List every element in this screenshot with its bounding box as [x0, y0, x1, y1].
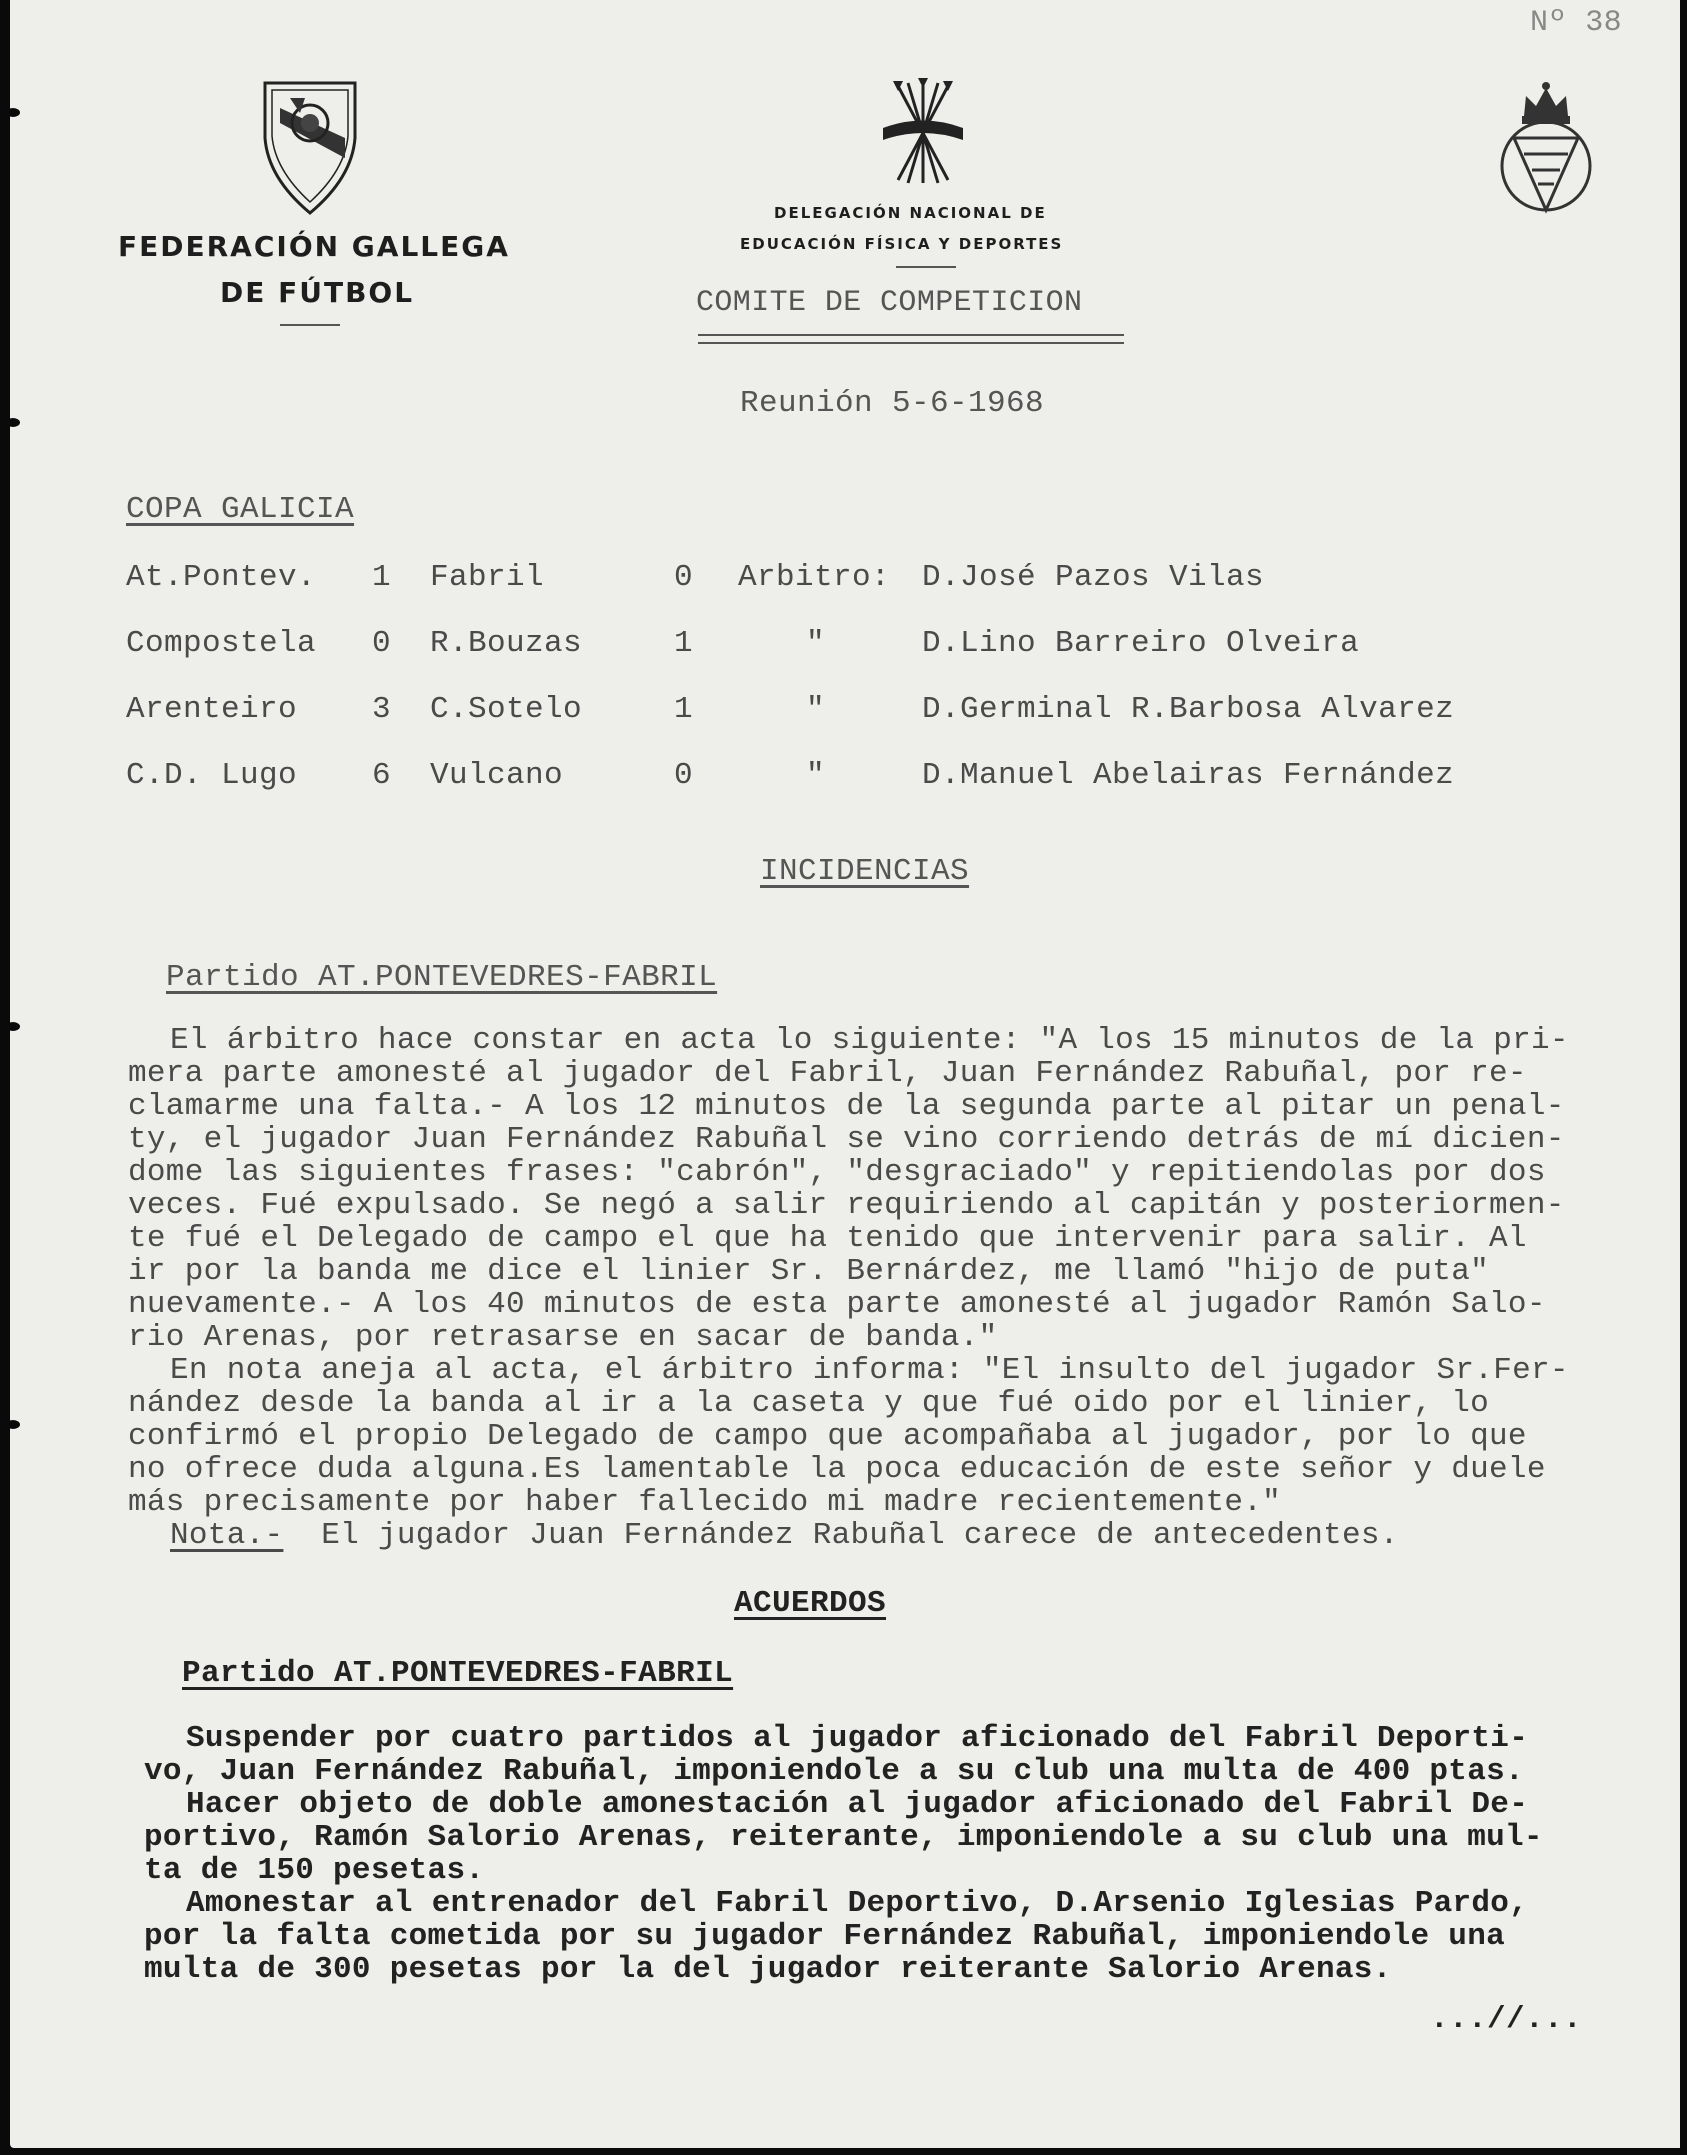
- text-line: ir por la banda me dice el linier Sr. Bernárdez, me llamó "hijo de puta": [128, 1254, 1490, 1289]
- referee-name: D.Germinal R.Barbosa Alvarez: [922, 692, 1455, 727]
- meeting-date: Reunión 5-6-1968: [740, 386, 1045, 421]
- divider: [280, 324, 340, 326]
- competition-title: COPA GALICIA: [126, 492, 355, 527]
- continuation-mark: ...//...: [1430, 2002, 1583, 2037]
- text-line: nuevamente.- A los 40 minutos de esta parte amonesté al jugador Ramón Salo-: [128, 1287, 1546, 1322]
- yoke-arrows-icon: [878, 78, 968, 188]
- text-line: ta de 150 pesetas.: [144, 1853, 485, 1888]
- text-line: mera parte amonesté al jugador del Fabril, Juan Fernández Rabuñal, por re-: [128, 1056, 1527, 1091]
- text-line: te fué el Delegado de campo el que ha tenido que intervenir para salir. Al: [128, 1221, 1527, 1256]
- committee-title: COMITE DE COMPETICION: [696, 286, 1083, 320]
- text-line: Hacer objeto de doble amonestación al jugador aficionado del Fabril De-: [186, 1787, 1529, 1822]
- text-line: no ofrece duda alguna.Es lamentable la poca educación de este señor y duele: [128, 1452, 1546, 1487]
- text-line: por la falta cometida por su jugador Fernández Rabuñal, imponiendole una: [144, 1919, 1506, 1954]
- incidencias-body: [128, 1024, 1569, 1552]
- divider: [896, 266, 956, 268]
- home-team: Compostela: [126, 626, 317, 661]
- away-team: R.Bouzas: [430, 626, 583, 661]
- text-line: nández desde la banda al ir a la caseta y que fué oido por el linier, lo: [128, 1386, 1490, 1421]
- punch-hole: [6, 1022, 20, 1031]
- delegation-line1: DELEGACIÓN NACIONAL DE: [774, 204, 1047, 222]
- referee-name: D.Lino Barreiro Olveira: [922, 626, 1360, 661]
- home-score: 6: [372, 758, 392, 793]
- rfef-crest-icon: [1496, 78, 1596, 220]
- text-line: El árbitro hace constar en acta lo siguiente: "A los 15 minutos de la pri-: [170, 1023, 1569, 1058]
- text-line: dome las siguientes frases: "cabrón", "desgraciado" y repitiendolas por dos: [128, 1155, 1546, 1190]
- punch-hole: [6, 418, 20, 427]
- away-score: 0: [674, 560, 694, 595]
- text-line: portivo, Ramón Salorio Arenas, reiterante, imponiendole a su club una mul-: [144, 1820, 1543, 1855]
- text-line: ty, el jugador Juan Fernández Rabuñal se vino corriendo detrás de mí dicien-: [128, 1122, 1565, 1157]
- federation-shield-icon: [260, 78, 360, 218]
- text-line: más precisamente por haber fallecido mi madre recientemente.": [128, 1485, 1282, 1520]
- text-line: rio Arenas, por retrasarse en sacar de banda.": [128, 1320, 998, 1355]
- home-score: 0: [372, 626, 392, 661]
- home-team: At.Pontev.: [126, 560, 317, 595]
- text-line: Suspender por cuatro partidos al jugador aficionado del Fabril Deporti-: [186, 1721, 1529, 1756]
- home-score: 3: [372, 692, 392, 727]
- delegation-line2: EDUCACIÓN FÍSICA Y DEPORTES: [740, 235, 1064, 253]
- punch-hole: [6, 108, 20, 117]
- referee-name: D.José Pazos Vilas: [922, 560, 1265, 595]
- away-score: 1: [674, 626, 694, 661]
- ditto-mark: ": [806, 692, 826, 727]
- text-line: veces. Fué expulsado. Se negó a salir requiriendo al capitán y posteriormen-: [128, 1188, 1565, 1223]
- note-label: Nota.-: [170, 1518, 284, 1553]
- home-team: Arenteiro: [126, 692, 298, 727]
- home-team: C.D. Lugo: [126, 758, 298, 793]
- referee-label: Arbitro:: [738, 560, 891, 595]
- text-line: Amonestar al entrenador del Fabril Deportivo, D.Arsenio Iglesias Pardo,: [186, 1886, 1529, 1921]
- text-line: clamarme una falta.- A los 12 minutos de la segunda parte al pitar un penal-: [128, 1089, 1565, 1124]
- away-team: C.Sotelo: [430, 692, 583, 727]
- text-line: vo, Juan Fernández Rabuñal, imponiendole a su club una multa de 400 ptas.: [144, 1754, 1524, 1789]
- away-team: Fabril: [430, 560, 545, 595]
- acuerdos-title: ACUERDOS: [734, 1586, 887, 1621]
- text-line: confirmó el propio Delegado de campo que acompañaba al jugador, por lo que: [128, 1419, 1527, 1454]
- ditto-mark: ": [806, 758, 826, 793]
- text-line: multa de 300 pesetas por la del jugador reiterante Salorio Arenas.: [144, 1952, 1392, 1987]
- text-line: En nota aneja al acta, el árbitro informa: "El insulto del jugador Sr.Fer-: [170, 1353, 1569, 1388]
- away-score: 1: [674, 692, 694, 727]
- document-page: [10, 0, 1680, 2148]
- federation-name-line2: DE FÚTBOL: [220, 276, 415, 309]
- incidencias-match: Partido AT.PONTEVEDRES-FABRIL: [166, 960, 718, 995]
- punch-hole: [6, 1420, 20, 1429]
- home-score: 1: [372, 560, 392, 595]
- ditto-mark: ": [806, 626, 826, 661]
- note-line: [128, 1519, 1569, 1552]
- referee-name: D.Manuel Abelairas Fernández: [922, 758, 1455, 793]
- away-team: Vulcano: [430, 758, 564, 793]
- incidencias-title: INCIDENCIAS: [760, 854, 970, 889]
- federation-name-line1: FEDERACIÓN GALLEGA: [118, 230, 510, 263]
- acuerdos-body: [144, 1722, 1543, 1986]
- acuerdos-match: Partido AT.PONTEVEDRES-FABRIL: [182, 1656, 734, 1691]
- double-underline: [698, 334, 1124, 344]
- note-text: El jugador Juan Fernández Rabuñal carece de antecedentes.: [321, 1518, 1399, 1553]
- page-number: Nº 38: [1530, 6, 1623, 40]
- away-score: 0: [674, 758, 694, 793]
